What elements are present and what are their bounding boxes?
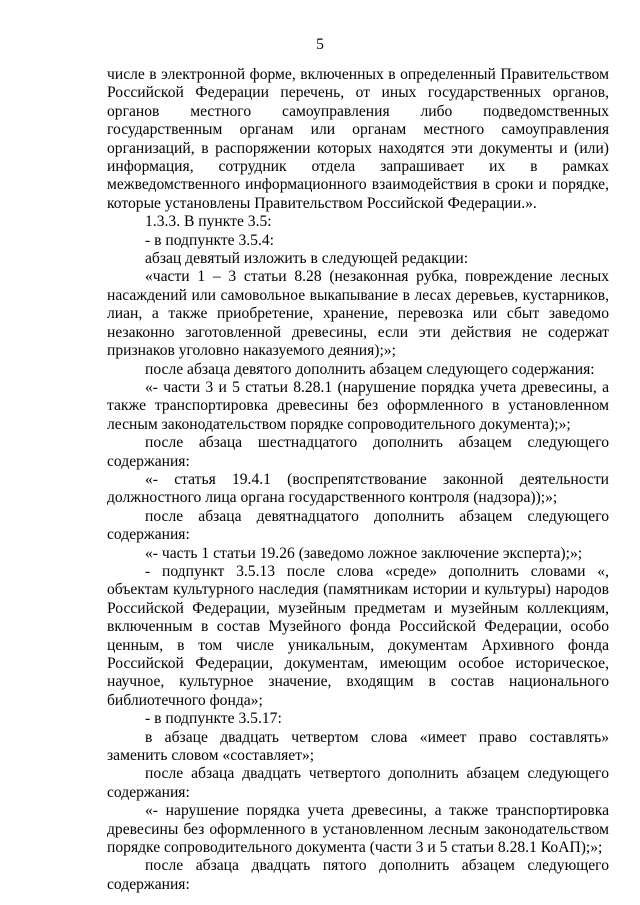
paragraph: числе в электронной форме, включенных в определенный Правительством Российской Федерации перечень, от иных государственных органов, органов местного самоуправления либо подведомственных государственным органам или органам местного самоуправления организаций, в распоряжении которых находятся эти документы и (или) информация, сотрудник отдела запрашивает их в рамках межведомственного информационного взаимодействия в сроки и порядке, которые установлены Правительством Российской Федерации.». [107,66,609,212]
paragraph: «- часть 1 статьи 19.26 (заведомо ложное заключение эксперта);»; [145,544,583,562]
paragraph: абзац девятый изложить в следующей редакции: [145,250,469,268]
paragraph: «- нарушение порядка учета древесины, а также транспортировка древесины без оформленного в установленном лесным законодательством порядке сопроводительного документа (части 3 и 5 статьи 8.28.1 КоАП);»; [107,802,609,857]
paragraph: «- части 3 и 5 статьи 8.28.1 (нарушение порядка учета древесины, а также транспортировка древесины без оформленного в установленном лесным законодательством порядке сопроводительного документа);»; [107,378,609,433]
paragraph: после абзаца шестнадцатого дополнить абзацем следующего содержания: [107,434,609,470]
paragraph: «части 1 – 3 статьи 8.28 (незаконная рубка, повреждение лесных насаждений или самовольное выкапывание в лесах деревьев, кустарников, лиан, а также приобретение, хранение, перевозка или сбыт заведомо незаконно заготовленной древесины, если эти действия не содержат признаков уголовно наказуемого деяния);»; [107,268,609,360]
paragraph: - подпункт 3.5.13 после слова «среде» дополнить словами «, объектам культурного наследия (памятникам истории и культуры) народов Российской Федерации, музейным предметам и музейным коллекциям, включенным в состав Музейного фонда Российской Федерации, особо ценным, в том числе уникальным, документам Архивного фонда Российской Федерации, документам, имеющим особое историческое, научное, культурное значение, входящим в состав национального библиотечного фонда»; [107,562,609,709]
page-number: 5 [316,36,324,53]
paragraph: 1.3.3. В пункте 3.5: [145,213,272,231]
paragraph: «- статья 19.4.1 (воспрепятствование законной деятельности должностного лица органа государственного контроля (надзора));»; [107,470,609,507]
paragraph: после абзаца девятого дополнить абзацем следующего содержания: [145,360,595,378]
paragraph: после абзаца двадцать пятого дополнить абзацем следующего содержания: [107,857,609,893]
paragraph: - в подпункте 3.5.4: [145,231,274,249]
paragraph: после абзаца девятнадцатого дополнить абзацем следующего содержания: [107,507,609,544]
paragraph: после абзаца двадцать четвертого дополнить абзацем следующего содержания: [107,765,609,801]
paragraph: в абзаце двадцать четвертом слова «имеет право составлять» заменить словом «составляет»; [107,728,609,765]
paragraph: - в подпункте 3.5.17: [145,710,282,728]
document-body [107,66,609,894]
